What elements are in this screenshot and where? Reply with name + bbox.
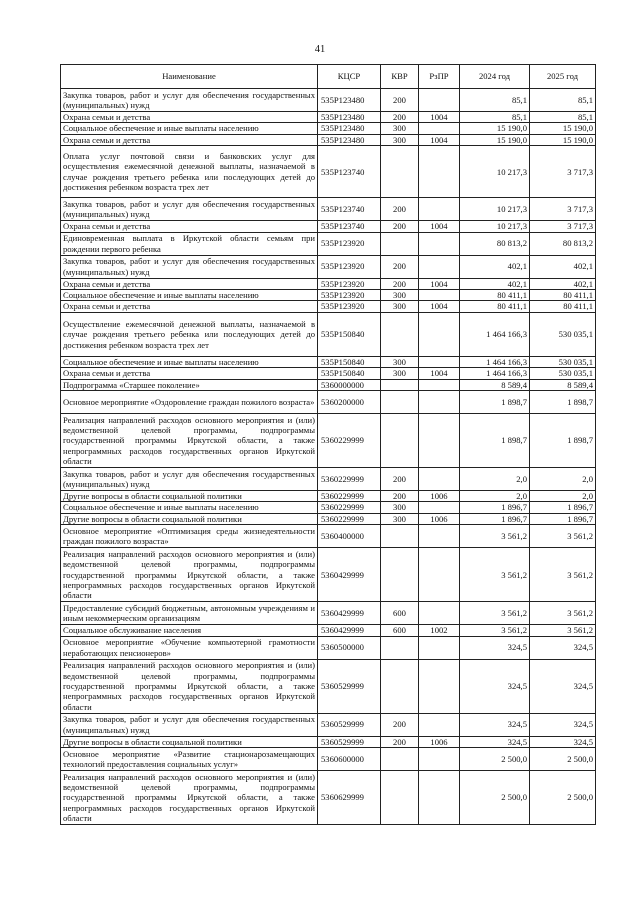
row-kvr: 200 — [381, 713, 419, 736]
row-rzpr — [419, 602, 460, 625]
row-rzpr: 1004 — [419, 112, 460, 123]
table-row — [61, 713, 596, 736]
row-kcsr: 5360229999 — [318, 502, 381, 513]
row-name: Реализация направлений расходов основного мероприятия и (или) ведомственной целевой программы, подпрограммы государственной программы Иркутской области, а также непрограммных расходов государственных органов Иркутской области — [61, 548, 318, 602]
row-value-2025: 2,0 — [530, 491, 596, 502]
row-name: Закупка товаров, работ и услуг для обеспечения государственных (муниципальных) нужд — [61, 89, 318, 112]
row-rzpr: 1004 — [419, 368, 460, 379]
row-kcsr: 535P123480 — [318, 123, 381, 134]
row-value-2024: 1 896,7 — [460, 513, 530, 524]
row-name: Закупка товаров, работ и услуг для обеспечения государственных (муниципальных) нужд — [61, 468, 318, 491]
header-rzpr: РзПР — [419, 65, 460, 89]
row-kcsr: 5360529999 — [318, 713, 381, 736]
row-value-2025: 15 190,0 — [530, 134, 596, 145]
row-kcsr: 5360529999 — [318, 659, 381, 713]
row-value-2025: 80 411,1 — [530, 301, 596, 312]
row-kcsr: 535P123920 — [318, 255, 381, 278]
table-row — [61, 146, 596, 198]
row-value-2025: 3 561,2 — [530, 602, 596, 625]
row-kvr: 300 — [381, 368, 419, 379]
row-kcsr: 535P123920 — [318, 290, 381, 301]
row-name: Оплата услуг почтовой связи и банковских услуг для осуществления ежемесячной денежной выплаты, назначаемой в случае рождения третьего ребенка или последующих детей до достижения ребенком возраста трех лет — [61, 146, 318, 198]
row-value-2024: 80 813,2 — [460, 232, 530, 255]
budget-table — [60, 64, 596, 825]
row-name: Социальное обслуживание населения — [61, 625, 318, 636]
row-name: Основное мероприятие «Оздоровление граждан пожилого возраста» — [61, 391, 318, 414]
row-rzpr — [419, 713, 460, 736]
row-kvr: 200 — [381, 278, 419, 289]
row-kcsr: 5360429999 — [318, 602, 381, 625]
table-row — [61, 232, 596, 255]
row-kvr: 300 — [381, 513, 419, 524]
table-row — [61, 89, 596, 112]
row-kvr: 200 — [381, 468, 419, 491]
table-row — [61, 636, 596, 659]
row-kvr: 200 — [381, 198, 419, 221]
row-value-2025: 3 561,2 — [530, 525, 596, 548]
row-rzpr — [419, 123, 460, 134]
row-value-2024: 324,5 — [460, 636, 530, 659]
row-kvr: 300 — [381, 356, 419, 367]
row-value-2025: 530 035,1 — [530, 368, 596, 379]
table-row — [61, 491, 596, 502]
row-value-2025: 85,1 — [530, 89, 596, 112]
row-rzpr — [419, 502, 460, 513]
row-rzpr — [419, 525, 460, 548]
row-kvr: 200 — [381, 112, 419, 123]
row-value-2024: 324,5 — [460, 713, 530, 736]
row-name: Социальное обеспечение и иные выплаты населению — [61, 123, 318, 134]
table-row — [61, 112, 596, 123]
row-value-2025: 324,5 — [530, 659, 596, 713]
row-rzpr — [419, 356, 460, 367]
row-value-2025: 530 035,1 — [530, 356, 596, 367]
row-value-2024: 85,1 — [460, 89, 530, 112]
table-row — [61, 468, 596, 491]
row-rzpr: 1004 — [419, 278, 460, 289]
row-kcsr: 535P150840 — [318, 368, 381, 379]
row-value-2024: 3 561,2 — [460, 625, 530, 636]
row-value-2024: 15 190,0 — [460, 123, 530, 134]
row-value-2025: 3 717,3 — [530, 221, 596, 232]
table-row — [61, 602, 596, 625]
row-rzpr — [419, 548, 460, 602]
row-name: Охрана семьи и детства — [61, 368, 318, 379]
row-kvr: 300 — [381, 290, 419, 301]
row-name: Закупка товаров, работ и услуг для обеспечения государственных (муниципальных) нужд — [61, 713, 318, 736]
row-name: Охрана семьи и детства — [61, 134, 318, 145]
row-name: Основное мероприятие «Развитие стационарозамещающих технологий предоставления социальных услуг» — [61, 748, 318, 771]
row-name: Другие вопросы в области социальной политики — [61, 736, 318, 747]
row-value-2024: 2,0 — [460, 468, 530, 491]
row-kcsr: 5360229999 — [318, 414, 381, 468]
row-name: Осуществление ежемесячной денежной выплаты, назначаемой в случае рождения третьего ребенка или последующих детей до достижения ребенком возраста трех лет — [61, 312, 318, 356]
row-value-2024: 85,1 — [460, 112, 530, 123]
row-kcsr: 5360429999 — [318, 625, 381, 636]
row-value-2025: 3 717,3 — [530, 198, 596, 221]
row-kcsr: 535P150840 — [318, 356, 381, 367]
row-value-2024: 1 464 166,3 — [460, 368, 530, 379]
row-name: Другие вопросы в области социальной политики — [61, 513, 318, 524]
table-row — [61, 312, 596, 356]
row-rzpr — [419, 468, 460, 491]
row-kvr — [381, 525, 419, 548]
row-kvr: 200 — [381, 89, 419, 112]
table-header-row — [61, 65, 596, 89]
row-value-2025: 85,1 — [530, 112, 596, 123]
row-rzpr — [419, 255, 460, 278]
table-row — [61, 502, 596, 513]
row-value-2025: 2 500,0 — [530, 771, 596, 825]
row-kcsr: 535P123740 — [318, 198, 381, 221]
row-rzpr — [419, 636, 460, 659]
table-row — [61, 368, 596, 379]
row-kcsr: 535P123920 — [318, 232, 381, 255]
table-row — [61, 290, 596, 301]
row-name: Закупка товаров, работ и услуг для обеспечения государственных (муниципальных) нужд — [61, 255, 318, 278]
table-row — [61, 513, 596, 524]
row-value-2025: 3 561,2 — [530, 548, 596, 602]
table-row — [61, 379, 596, 390]
table-row — [61, 278, 596, 289]
row-value-2024: 3 561,2 — [460, 602, 530, 625]
row-value-2024: 80 411,1 — [460, 290, 530, 301]
table-row — [61, 123, 596, 134]
row-value-2025: 1 896,7 — [530, 513, 596, 524]
row-value-2025: 1 898,7 — [530, 414, 596, 468]
row-kvr: 200 — [381, 221, 419, 232]
header-name: Наименование — [61, 65, 318, 89]
row-rzpr: 1006 — [419, 736, 460, 747]
row-kcsr: 5360429999 — [318, 548, 381, 602]
table-row — [61, 198, 596, 221]
table-row — [61, 356, 596, 367]
row-value-2025: 402,1 — [530, 278, 596, 289]
table-row — [61, 525, 596, 548]
row-kcsr: 535P123740 — [318, 146, 381, 198]
row-kvr: 600 — [381, 625, 419, 636]
row-value-2025: 324,5 — [530, 736, 596, 747]
row-kvr: 200 — [381, 255, 419, 278]
row-rzpr: 1004 — [419, 301, 460, 312]
row-name: Основное мероприятие «Оптимизация среды жизнедеятельности граждан пожилого возраста» — [61, 525, 318, 548]
row-value-2024: 15 190,0 — [460, 134, 530, 145]
row-name: Подпрограмма «Старшее поколение» — [61, 379, 318, 390]
row-kvr — [381, 636, 419, 659]
row-rzpr: 1006 — [419, 491, 460, 502]
row-kcsr: 535P123740 — [318, 221, 381, 232]
row-name: Реализация направлений расходов основного мероприятия и (или) ведомственной целевой программы, подпрограммы государственной программы Иркутской области, а также непрограммных расходов государственных органов Иркутской области — [61, 414, 318, 468]
row-value-2024: 1 464 166,3 — [460, 312, 530, 356]
row-name: Основное мероприятие «Обучение компьютерной грамотности неработающих пенсионеров» — [61, 636, 318, 659]
row-value-2024: 2 500,0 — [460, 748, 530, 771]
row-kvr — [381, 659, 419, 713]
row-rzpr — [419, 290, 460, 301]
row-value-2024: 3 561,2 — [460, 525, 530, 548]
table-row — [61, 659, 596, 713]
row-rzpr — [419, 659, 460, 713]
row-name: Охрана семьи и детства — [61, 221, 318, 232]
row-value-2025: 324,5 — [530, 713, 596, 736]
row-value-2025: 80 411,1 — [530, 290, 596, 301]
row-kvr: 300 — [381, 502, 419, 513]
row-value-2024: 324,5 — [460, 659, 530, 713]
row-name: Реализация направлений расходов основного мероприятия и (или) ведомственной целевой программы, подпрограммы государственной программы Иркутской области, а также непрограммных расходов государственных органов Иркутской области — [61, 771, 318, 825]
row-value-2024: 2,0 — [460, 491, 530, 502]
row-value-2025: 1 898,7 — [530, 391, 596, 414]
row-kcsr: 5360400000 — [318, 525, 381, 548]
row-value-2025: 80 813,2 — [530, 232, 596, 255]
row-kvr — [381, 748, 419, 771]
table-row — [61, 134, 596, 145]
row-kcsr: 5360229999 — [318, 513, 381, 524]
row-kcsr: 535P123920 — [318, 278, 381, 289]
row-kcsr: 535P150840 — [318, 312, 381, 356]
table-row — [61, 625, 596, 636]
row-rzpr — [419, 391, 460, 414]
row-name: Социальное обеспечение и иные выплаты населению — [61, 502, 318, 513]
row-rzpr — [419, 748, 460, 771]
row-rzpr — [419, 198, 460, 221]
row-value-2025: 1 896,7 — [530, 502, 596, 513]
row-kvr: 300 — [381, 301, 419, 312]
row-kcsr: 5360500000 — [318, 636, 381, 659]
row-name: Реализация направлений расходов основного мероприятия и (или) ведомственной целевой программы, подпрограммы государственной программы Иркутской области, а также непрограммных расходов государственных органов Иркутской области — [61, 659, 318, 713]
row-name: Социальное обеспечение и иные выплаты населению — [61, 290, 318, 301]
row-value-2024: 3 561,2 — [460, 548, 530, 602]
row-rzpr: 1002 — [419, 625, 460, 636]
row-rzpr: 1004 — [419, 221, 460, 232]
table-row — [61, 748, 596, 771]
row-value-2024: 402,1 — [460, 255, 530, 278]
row-name: Единовременная выплата в Иркутской области семьям при рождении первого ребенка — [61, 232, 318, 255]
row-kcsr: 5360229999 — [318, 468, 381, 491]
row-name: Охрана семьи и детства — [61, 301, 318, 312]
row-value-2025: 8 589,4 — [530, 379, 596, 390]
row-rzpr — [419, 146, 460, 198]
row-value-2024: 2 500,0 — [460, 771, 530, 825]
header-2025: 2025 год — [530, 65, 596, 89]
row-value-2025: 530 035,1 — [530, 312, 596, 356]
row-value-2024: 1 464 166,3 — [460, 356, 530, 367]
row-value-2024: 1 898,7 — [460, 414, 530, 468]
row-value-2024: 10 217,3 — [460, 221, 530, 232]
table-row — [61, 301, 596, 312]
row-kvr — [381, 414, 419, 468]
row-value-2025: 324,5 — [530, 636, 596, 659]
row-kcsr: 5360200000 — [318, 391, 381, 414]
row-value-2025: 2,0 — [530, 468, 596, 491]
row-kvr: 200 — [381, 736, 419, 747]
row-value-2024: 10 217,3 — [460, 146, 530, 198]
row-name: Социальное обеспечение и иные выплаты населению — [61, 356, 318, 367]
row-kcsr: 5360000000 — [318, 379, 381, 390]
row-kvr: 300 — [381, 134, 419, 145]
row-kvr — [381, 391, 419, 414]
table-row — [61, 221, 596, 232]
table-row — [61, 771, 596, 825]
row-kvr — [381, 146, 419, 198]
row-kcsr: 5360229999 — [318, 491, 381, 502]
row-value-2024: 1 896,7 — [460, 502, 530, 513]
table-row — [61, 391, 596, 414]
row-kvr: 600 — [381, 602, 419, 625]
row-value-2024: 80 411,1 — [460, 301, 530, 312]
row-kvr: 200 — [381, 491, 419, 502]
row-kvr — [381, 379, 419, 390]
row-value-2024: 10 217,3 — [460, 198, 530, 221]
header-kcsr: КЦСР — [318, 65, 381, 89]
page-number: 41 — [314, 44, 326, 55]
row-kvr — [381, 232, 419, 255]
row-value-2024: 324,5 — [460, 736, 530, 747]
row-kcsr: 535P123480 — [318, 112, 381, 123]
row-kcsr: 535P123480 — [318, 134, 381, 145]
row-rzpr — [419, 414, 460, 468]
header-2024: 2024 год — [460, 65, 530, 89]
table-row — [61, 548, 596, 602]
row-kvr: 300 — [381, 123, 419, 134]
row-rzpr — [419, 771, 460, 825]
row-rzpr: 1004 — [419, 134, 460, 145]
row-name: Другие вопросы в области социальной политики — [61, 491, 318, 502]
row-kvr — [381, 548, 419, 602]
row-value-2025: 3 561,2 — [530, 625, 596, 636]
row-value-2025: 3 717,3 — [530, 146, 596, 198]
row-name: Охрана семьи и детства — [61, 112, 318, 123]
header-kvr: КВР — [381, 65, 419, 89]
table-body — [61, 89, 596, 825]
table-row — [61, 736, 596, 747]
row-value-2024: 1 898,7 — [460, 391, 530, 414]
row-rzpr — [419, 89, 460, 112]
row-rzpr — [419, 232, 460, 255]
table-row — [61, 414, 596, 468]
row-name: Охрана семьи и детства — [61, 278, 318, 289]
row-value-2025: 402,1 — [530, 255, 596, 278]
row-value-2024: 8 589,4 — [460, 379, 530, 390]
row-name: Предоставление субсидий бюджетным, автономным учреждениям и иным некоммерческим организациям — [61, 602, 318, 625]
row-value-2024: 402,1 — [460, 278, 530, 289]
row-rzpr — [419, 379, 460, 390]
row-kcsr: 5360629999 — [318, 771, 381, 825]
row-kvr — [381, 312, 419, 356]
row-name: Закупка товаров, работ и услуг для обеспечения государственных (муниципальных) нужд — [61, 198, 318, 221]
row-rzpr — [419, 312, 460, 356]
row-value-2025: 15 190,0 — [530, 123, 596, 134]
row-kcsr: 535P123480 — [318, 89, 381, 112]
row-kcsr: 535P123920 — [318, 301, 381, 312]
row-kcsr: 5360600000 — [318, 748, 381, 771]
row-kcsr: 5360529999 — [318, 736, 381, 747]
row-rzpr: 1006 — [419, 513, 460, 524]
table-row — [61, 255, 596, 278]
row-value-2025: 2 500,0 — [530, 748, 596, 771]
row-kvr — [381, 771, 419, 825]
